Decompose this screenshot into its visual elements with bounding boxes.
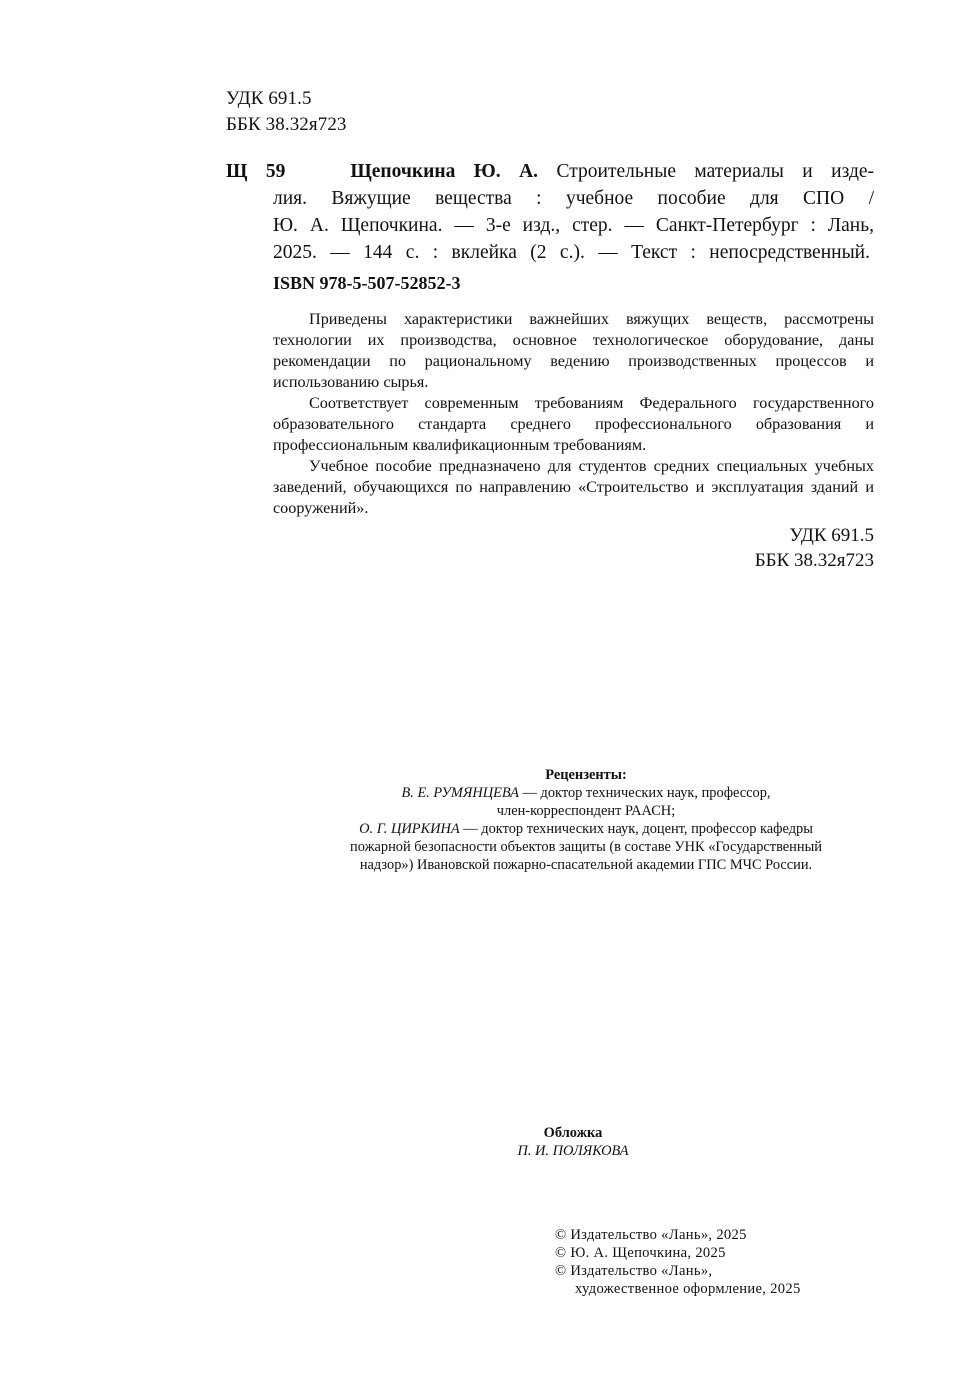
udk-code: УДК 691.5 — [226, 88, 312, 109]
copyright-design-cont: художественное оформление, 2025 — [575, 1281, 801, 1297]
annotation-paragraph-2: Соответствует современным требованиям Федерального государственного образовательного стандарта среднего профессионального образования и профессиональным квалификационным требованиям. — [273, 394, 874, 454]
reviewer-2-name: О. Г. ЦИРКИНА — [359, 821, 460, 837]
bib-line-1 — [226, 158, 874, 185]
reviewers-header: Рецензенты: — [545, 767, 627, 783]
cover-header: Обложка — [543, 1125, 603, 1141]
bib-line-2: лия. Вяжущие вещества : учебное пособие для СПО / — [273, 188, 874, 209]
bibliographic-record — [226, 158, 874, 268]
bbk-code: ББК 38.32я723 — [226, 114, 347, 135]
title-start: Строительные материалы и изде- — [556, 161, 875, 182]
copyright-publisher: © Издательство «Лань», 2025 — [555, 1227, 747, 1243]
cover-credit — [400, 1124, 746, 1160]
reviewer-2-desc: — доктор технических наук, доцент, профессор кафедры — [459, 821, 813, 837]
author-code: Щ 59 — [226, 161, 286, 182]
annotation — [273, 309, 874, 519]
reviewer-2-desc-cont: пожарной безопасности объектов защиты (в составе УНК «Государственный — [350, 839, 822, 855]
reviewers-block — [250, 766, 922, 874]
cover-designer: П. И. ПОЛЯКОВА — [517, 1143, 629, 1159]
bib-line-3: Ю. А. Щепочкина. — 3-е изд., стер. — Санкт-Петербург : Лань, — [273, 215, 874, 236]
annotation-paragraph-1: Приведены характеристики важнейших вяжущих веществ, рассмотрены технологии их производства, основное технологическое оборудование, даны рекомендации по рациональному ведению производственных процессов и использованию сырья. — [273, 310, 874, 391]
isbn: ISBN 978-5-507-52852-3 — [273, 273, 461, 293]
udk-code-right: УДК 691.5 — [789, 525, 874, 546]
reviewer-1 — [250, 784, 922, 802]
reviewer-2 — [250, 820, 922, 838]
copyright-block — [555, 1226, 801, 1298]
reviewer-1-desc-cont: член-корреспондент РААСН; — [496, 803, 676, 819]
bib-line-4: 2025. — 144 с. : вклейка (2 с.). — Текст : непосредственный. — [273, 242, 870, 263]
reviewer-1-desc: — доктор технических наук, профессор, — [518, 785, 771, 801]
author-name: Щепочкина Ю. А. — [350, 161, 539, 182]
bbk-code-right: ББК 38.32я723 — [754, 550, 874, 571]
reviewer-2-desc-end: надзор») Ивановской пожарно-спасательной академии ГПС МЧС России. — [359, 857, 813, 873]
copyright-author: © Ю. А. Щепочкина, 2025 — [555, 1245, 726, 1261]
copyright-design: © Издательство «Лань», — [555, 1263, 713, 1279]
reviewer-1-name: В. Е. РУМЯНЦЕВА — [401, 785, 519, 801]
annotation-paragraph-3: Учебное пособие предназначено для студентов средних специальных учебных заведений, обучающихся по направлению «Строительство и эксплуатация зданий и сооружений». — [273, 457, 874, 517]
